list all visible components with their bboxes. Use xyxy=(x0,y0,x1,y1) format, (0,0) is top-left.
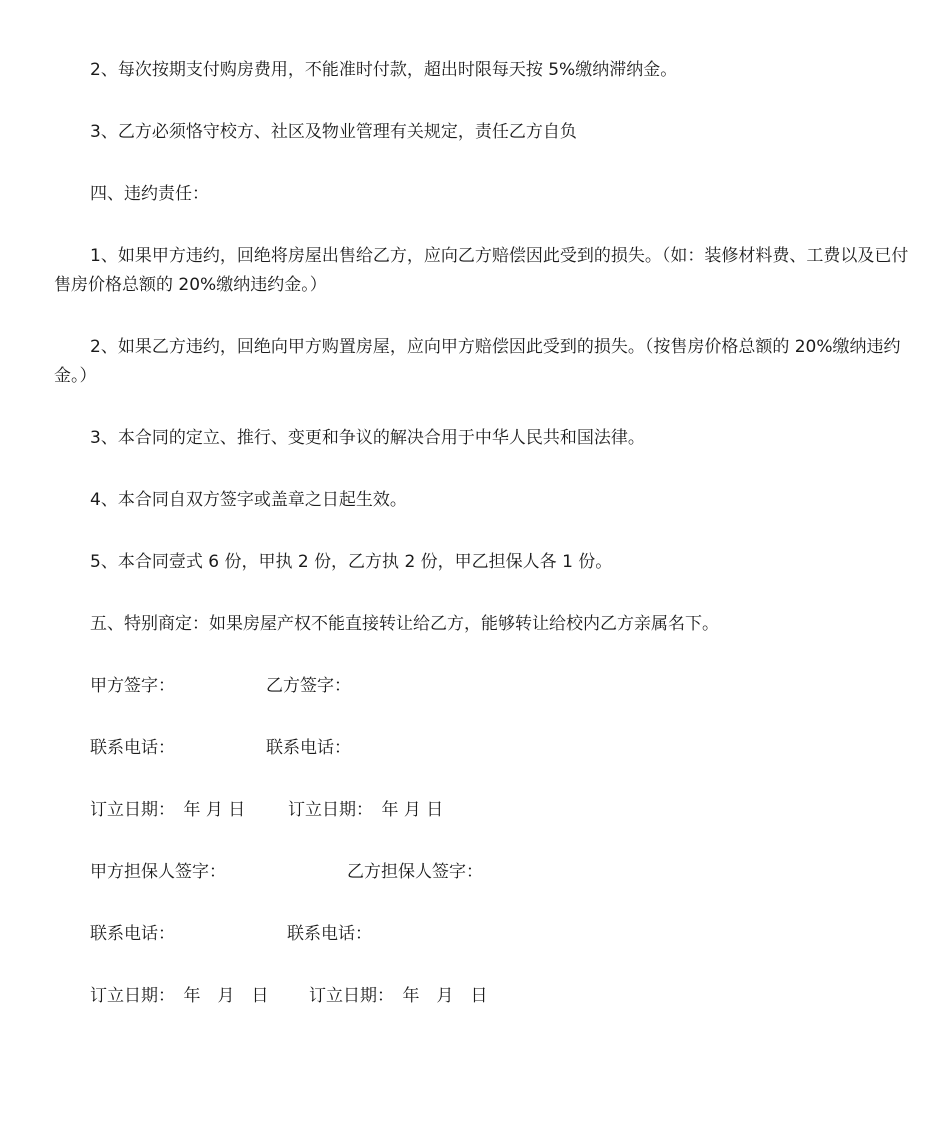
clause-copies: 5、本合同壹式 6 份，甲执 2 份，乙方执 2 份，甲乙担保人各 1 份。 xyxy=(90,552,613,572)
guarantor-b-date-label: 订立日期： 年 月 日 xyxy=(309,986,488,1006)
clause-management-rules: 3、乙方必须恪守校方、社区及物业管理有关规定，责任乙方自负 xyxy=(90,122,577,142)
party-a-signature-label: 甲方签字： xyxy=(90,676,175,696)
clause-late-payment: 2、每次按期支付购房费用，不能准时付款，超出时限每天按 5%缴纳滞纳金。 xyxy=(90,60,678,80)
party-b-date-label: 订立日期： 年 月 日 xyxy=(288,800,444,820)
clause-governing-law: 3、本合同的定立、推行、变更和争议的解决合用于中华人民共和国法律。 xyxy=(90,428,645,448)
guarantor-b-signature-label: 乙方担保人签字： xyxy=(347,862,483,882)
section-heading-breach: 四、违约责任： xyxy=(90,184,209,204)
clause-party-a-breach: 1、如果甲方违约，回绝将房屋出售给乙方，应向乙方赔偿因此受到的损失。（如：装修材料费、工费以及已付售房价格总额的 20%缴纳违约金。） xyxy=(54,246,909,295)
guarantor-a-date-label: 订立日期： 年 月 日 xyxy=(90,986,269,1006)
guarantor-b-phone-label: 联系电话： xyxy=(287,924,372,944)
party-b-signature-label: 乙方签字： xyxy=(266,676,351,696)
clause-effective-date: 4、本合同自双方签字或盖章之日起生效。 xyxy=(90,490,407,510)
guarantor-a-phone-label: 联系电话： xyxy=(90,924,175,944)
party-a-phone-label: 联系电话： xyxy=(90,738,175,758)
party-a-date-label: 订立日期： 年 月 日 xyxy=(90,800,246,820)
clause-special-agreement: 五、特别商定：如果房屋产权不能直接转让给乙方，能够转让给校内乙方亲属名下。 xyxy=(90,614,719,634)
party-b-phone-label: 联系电话： xyxy=(266,738,351,758)
clause-party-b-breach: 2、如果乙方违约，回绝向甲方购置房屋，应向甲方赔偿因此受到的损失。（按售房价格总额的 20%缴纳违约金。） xyxy=(54,337,901,386)
guarantor-a-signature-label: 甲方担保人签字： xyxy=(90,862,226,882)
